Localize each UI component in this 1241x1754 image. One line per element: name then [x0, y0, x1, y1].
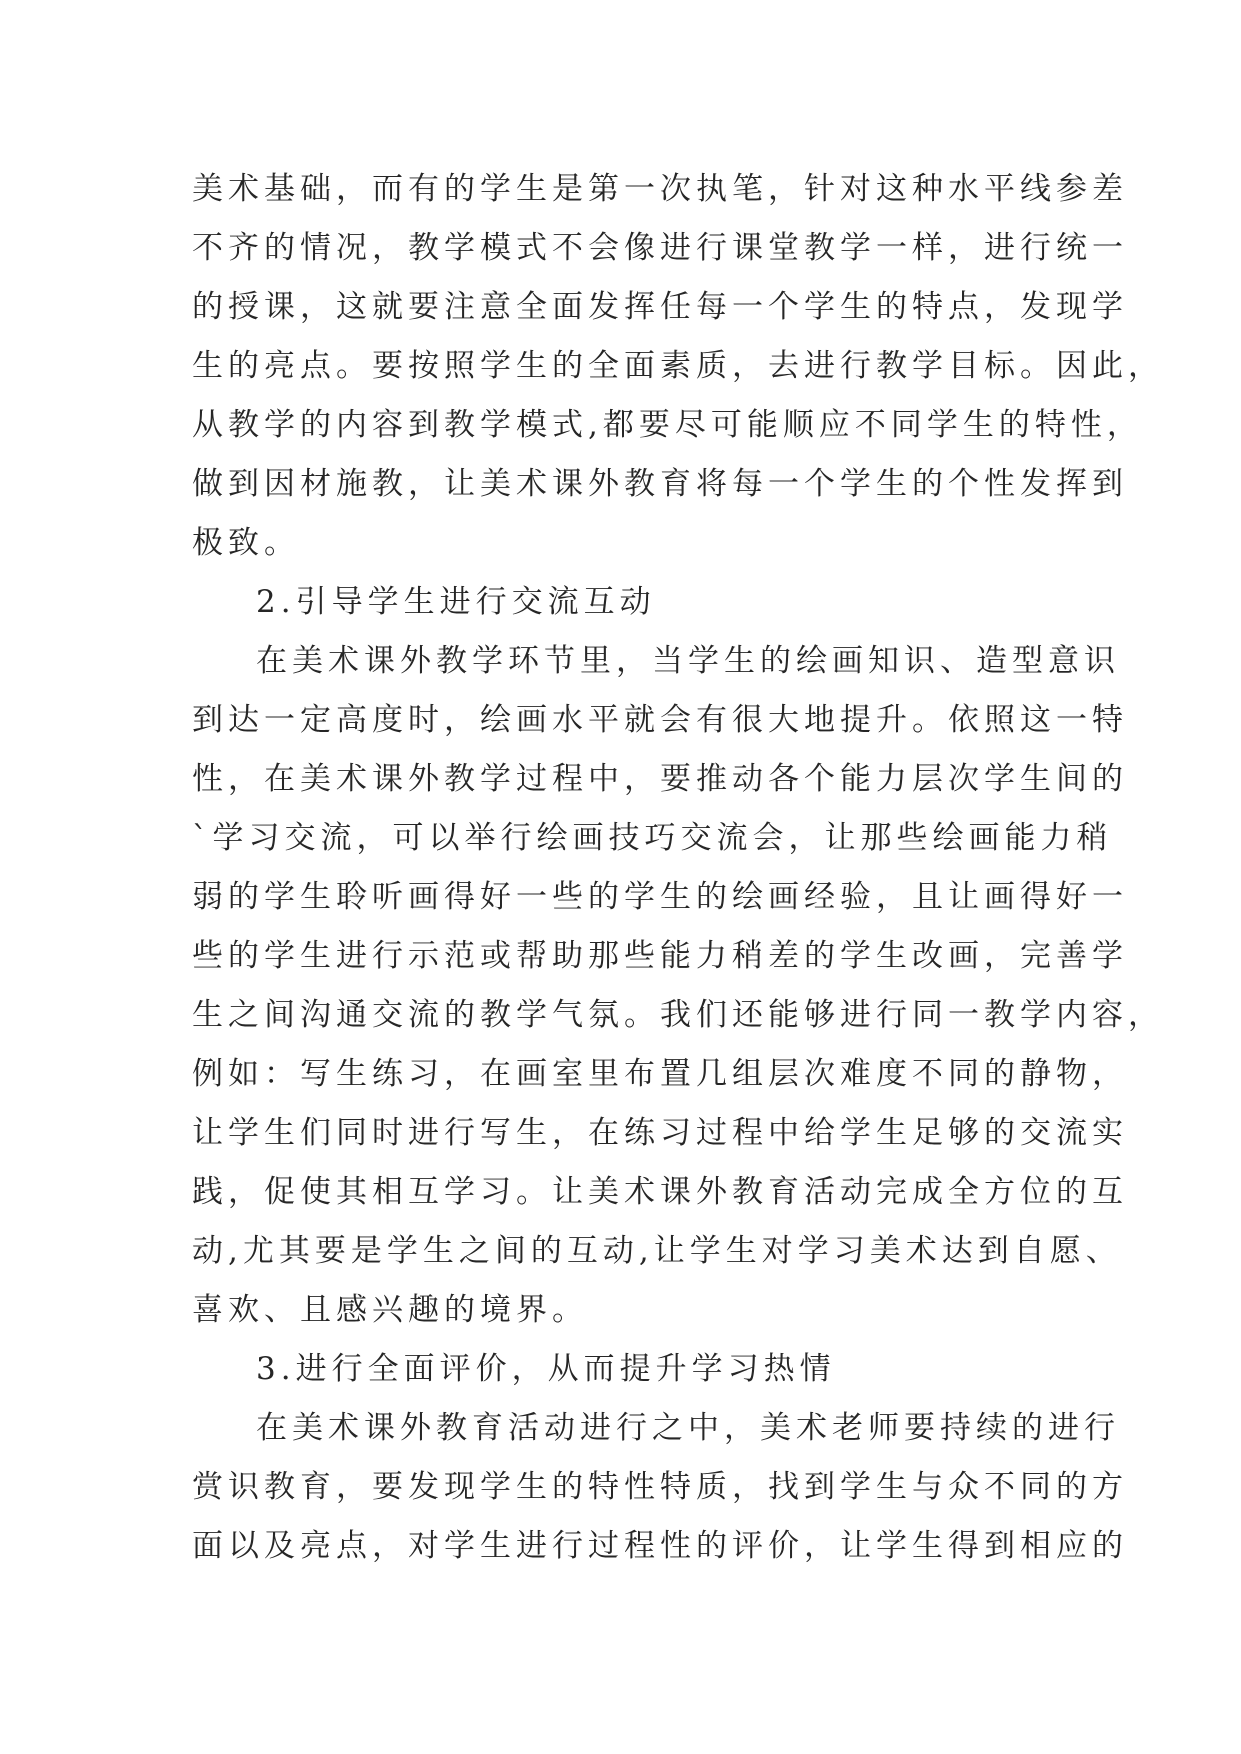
- text-line: 生的亮点。要按照学生的全面素质，去进行教学目标。因此，: [192, 348, 1164, 384]
- text-line: 做到因材施教，让美术课外教育将每一个学生的个性发挥到: [192, 466, 1128, 502]
- text-line: 极致。: [192, 525, 300, 561]
- text-line: 践，促使其相互学习。让美术课外教育活动完成全方位的互: [192, 1174, 1128, 1210]
- text-line: 例如：写生练习，在画室里布置几组层次难度不同的静物，: [192, 1056, 1128, 1092]
- text-line: 3.进行全面评价，从而提升学习热情: [256, 1351, 836, 1387]
- text-line: `学习交流，可以举行绘画技巧交流会，让那些绘画能力稍: [192, 820, 1113, 856]
- text-line: 让学生们同时进行写生，在练习过程中给学生足够的交流实: [192, 1115, 1128, 1151]
- text-line: 喜欢、且感兴趣的境界。: [192, 1292, 588, 1328]
- text-line: 在美术课外教学环节里，当学生的绘画知识、造型意识: [256, 643, 1120, 679]
- text-line: 美术基础，而有的学生是第一次执笔，针对这种水平线参差: [192, 171, 1128, 207]
- text-line: 赏识教育，要发现学生的特性特质，找到学生与众不同的方: [192, 1469, 1128, 1505]
- text-line: 2.引导学生进行交流互动: [256, 584, 656, 620]
- text-line: 从教学的内容到教学模式,都要尽可能顺应不同学生的特性，: [192, 407, 1143, 443]
- text-line: 不齐的情况，教学模式不会像进行课堂教学一样，进行统一: [192, 230, 1128, 266]
- text-line: 动,尤其要是学生之间的互动,让学生对学习美术达到自愿、: [192, 1233, 1122, 1269]
- text-line: 生之间沟通交流的教学气氛。我们还能够进行同一教学内容，: [192, 997, 1164, 1033]
- text-line: 到达一定高度时，绘画水平就会有很大地提升。依照这一特: [192, 702, 1128, 738]
- text-line: 弱的学生聆听画得好一些的学生的绘画经验，且让画得好一: [192, 879, 1128, 915]
- text-line: 性，在美术课外教学过程中，要推动各个能力层次学生间的: [192, 761, 1128, 797]
- text-line: 面以及亮点，对学生进行过程性的评价，让学生得到相应的: [192, 1528, 1128, 1564]
- text-line: 的授课，这就要注意全面发挥任每一个学生的特点，发现学: [192, 289, 1128, 325]
- text-line: 在美术课外教育活动进行之中，美术老师要持续的进行: [256, 1410, 1120, 1446]
- body-text: [192, 160, 1164, 1576]
- text-line: 些的学生进行示范或帮助那些能力稍差的学生改画，完善学: [192, 938, 1128, 974]
